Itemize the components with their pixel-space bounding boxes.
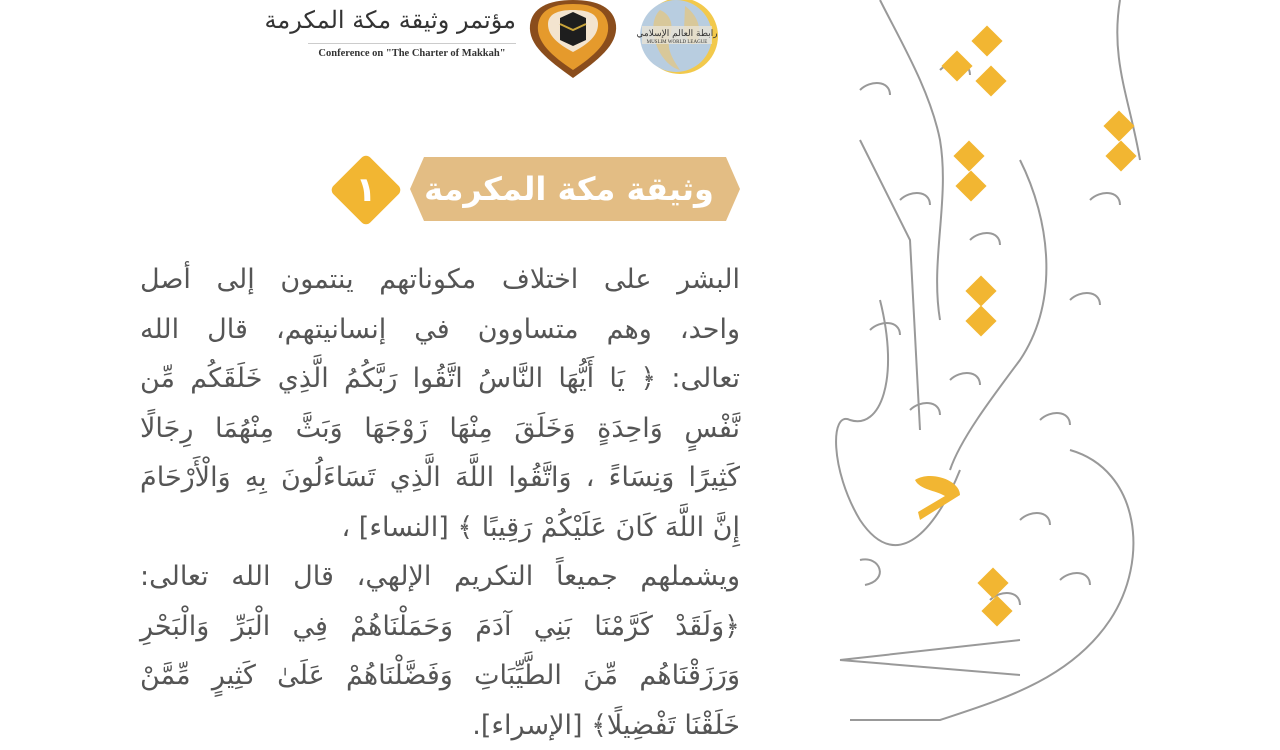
text-line: نَّفْسٍ وَاحِدَةٍ وَخَلَقَ مِنْهَا زَوْجَهَا وَبَثَّ مِنْهُمَا رِجَالًا <box>140 412 740 444</box>
section-number: ١ <box>355 170 377 210</box>
kaaba-logo-icon <box>528 0 618 80</box>
text-line: إِنَّ اللَّهَ كَانَ عَلَيْكُمْ رَقِيبًا ﴾ [النساء] ، <box>341 511 740 543</box>
text-line: واحد، وهم متساوون في إنسانيتهم، قال الله <box>140 313 740 345</box>
text-line: وَرَزَقْنَاهُم مِّنَ الطَّيِّبَاتِ وَفَضَّلْنَاهُمْ عَلَىٰ كَثِيرٍ مِّمَّنْ <box>140 660 740 691</box>
text-line: ويشملهم جميعاً التكريم الإلهي، قال الله تعالى: <box>140 561 740 592</box>
charter-article-text <box>140 255 740 750</box>
section-title: وثيقة مكة المكرمة <box>424 170 714 208</box>
league-english-text: MUSLIM WORLD LEAGUE <box>646 40 708 45</box>
text-line: كَثِيرًا وَنِسَاءً ، وَاتَّقُوا اللَّهَ الَّذِي تَسَاءَلُونَ بِهِ وَالْأَرْحَامَ <box>140 462 740 493</box>
text-line: تعالى: ﴿ يَا أَيُّهَا النَّاسُ اتَّقُوا رَبَّكُمُ الَّذِي خَلَقَكُم مِّن <box>140 363 740 394</box>
divider <box>308 43 516 44</box>
muslim-world-league-logo-icon <box>630 0 730 78</box>
conference-english-title: Conference on "The Charter of Makkah" <box>318 48 506 59</box>
text-line: ﴿وَلَقَدْ كَرَّمْنَا بَنِي آدَمَ وَحَمَلْنَاهُمْ فِي الْبَرِّ وَالْبَحْرِ <box>140 610 740 642</box>
text-line: البشر على اختلاف مكوناتهم ينتمون إلى أصل <box>140 264 740 295</box>
header-logos <box>264 0 740 85</box>
text-line: خَلَقْنَا تَفْضِيلًا﴾ [الإسراء]. <box>472 709 740 741</box>
conference-calligraphy-logo: مؤتمر وثيقة مكة المكرمة <box>264 6 516 34</box>
decorative-calligraphy-border <box>820 0 1160 750</box>
league-arabic-text: رابطة العالم الإسلامي <box>636 29 718 39</box>
